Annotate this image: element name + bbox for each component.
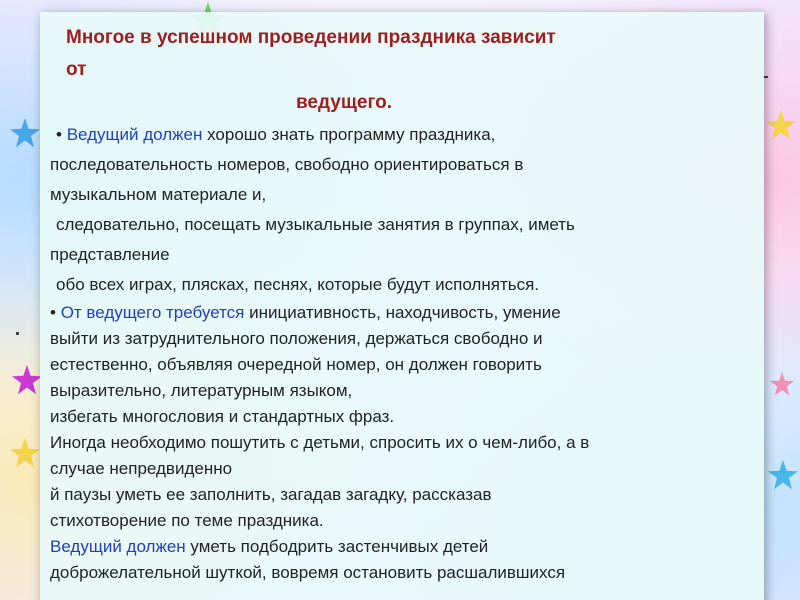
highlight-text: Ведущий должен [50,537,186,556]
title-line: Многое в успешном проведении праздника зависит [66,27,556,48]
pink-star-icon [770,372,794,396]
text-line: представление [50,245,170,264]
blue-star-icon [10,118,40,148]
text-line: й паузы уметь ее заполнить, загадав загадку, рассказав [50,485,492,504]
title-line-centered: ведущего. [296,92,393,113]
text-line: Иногда необходимо пошутить с детьми, спросить их о чем-либо, а в [50,433,590,452]
text-line: обо всех играх, плясках, песнях, которые будут исполняться. [56,275,540,294]
text-line: выйти из затруднительного положения, держаться свободно и [50,329,543,348]
highlight-text: Ведущий должен [66,125,203,144]
text-line: следовательно, посещать музыкальные занятия в группах, иметь [56,215,575,234]
text-span: уметь подбодрить застенчивых детей [190,537,489,556]
text-span: инициативность, находчивость, умение [249,303,561,322]
text-line: выразительно, литературным языком, [50,381,353,400]
bullet: • [50,303,56,322]
text-line: доброжелательной шуткой, вовремя остановить расшалившихся [50,563,566,582]
text-panel [40,12,764,600]
yellow-star-icon [10,438,40,468]
text-span: хорошо знать программу праздника, [207,125,496,144]
text-line [50,300,746,326]
text-line [50,120,746,150]
bullet: • [56,125,62,144]
decor-mark [16,332,19,335]
magenta-star-icon [12,365,42,395]
slide-title [50,22,746,86]
title-line: от [66,59,87,80]
blue-star-icon [768,460,798,490]
highlight-text: От ведущего требуется [60,303,245,322]
paragraph-presenter-knowledge [50,120,746,300]
text-line: последовательность номеров, свободно ориентироваться в [50,155,524,174]
text-line: избегать многословия и стандартных фраз. [50,407,395,426]
text-line: естественно, объявляя очередной номер, он должен говорить [50,355,542,374]
text-line: стихотворение по теме праздника. [50,511,324,530]
text-line [50,534,746,560]
text-line: случае непредвиденно [50,459,233,478]
paragraph-presenter-requirements [50,300,746,586]
yellow-star-icon [766,110,796,140]
text-line: музыкальном материале и, [50,185,267,204]
